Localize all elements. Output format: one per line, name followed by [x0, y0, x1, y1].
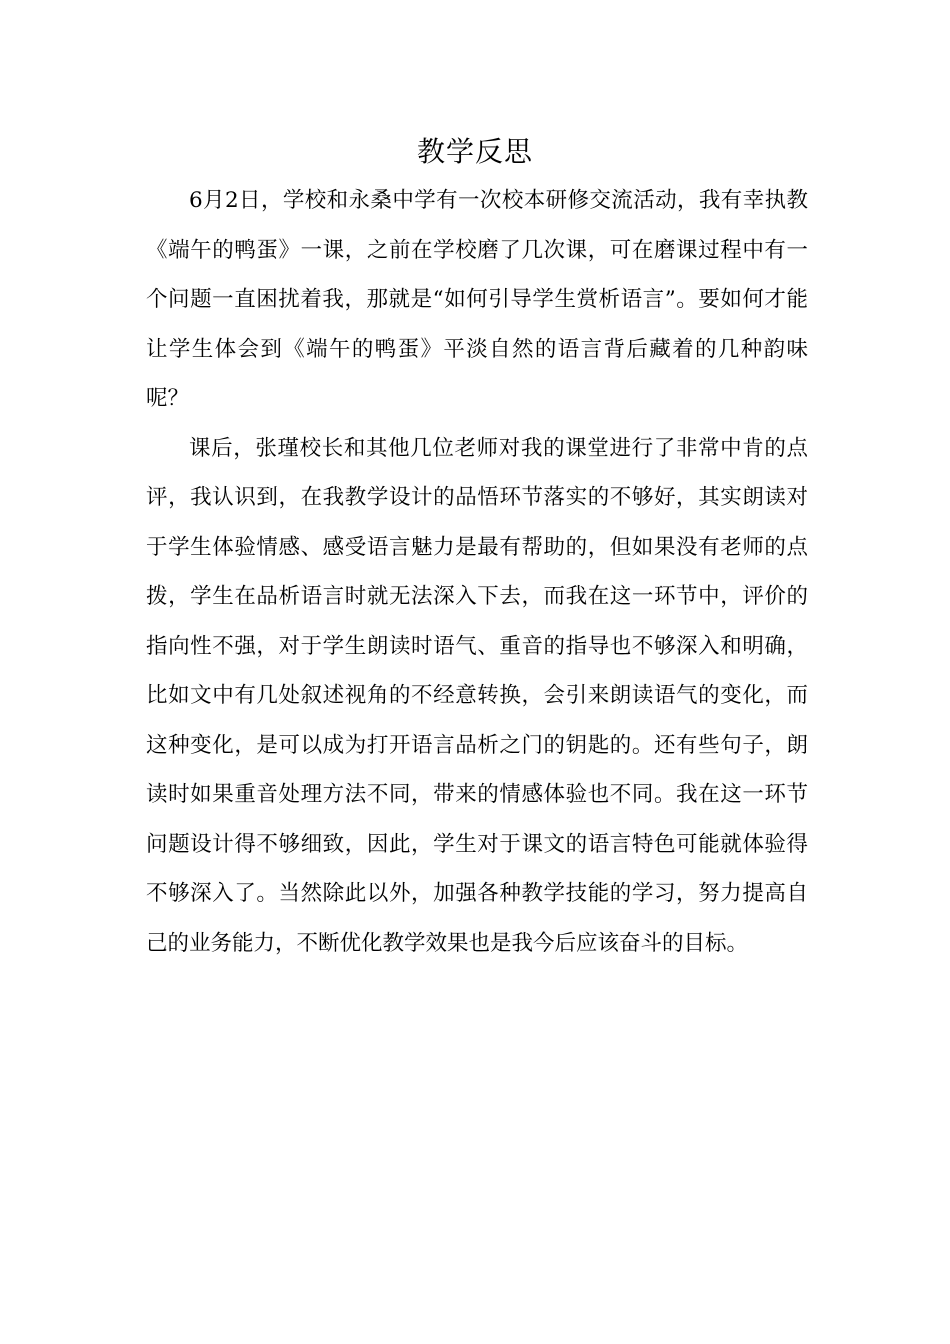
paragraph-2: 课后，张瑾校长和其他几位老师对我的课堂进行了非常中肯的点评，我认识到，在我教学设计的品悟环节落实的不够好，其实朗读对于学生体验情感、感受语言魅力是最有帮助的，但如果没有老师的点拨，学生在品析语言时就无法深入下去，而我在这一环节中，评价的指向性不强，对于学生朗读时语气、重音的指导也不够深入和明确，比如文中有几处叙述视角的不经意转换，会引来朗读语气的变化，而这种变化，是可以成为打开语言品析之门的钥匙的。还有些句子，朗读时如果重音处理方法不同，带来的情感体验也不同。我在这一环节问题设计得不够细致，因此，学生对于课文的语言特色可能就体验得不够深入了。当然除此以外，加强各种教学技能的学习，努力提高自己的业务能力，不断优化教学效果也是我今后应该奋斗的目标。: [146, 435, 808, 956]
page-title: 教学反思: [416, 135, 533, 168]
paragraph-1: 6月2日，学校和永桑中学有一次校本研修交流活动，我有幸执教《端午的鸭蛋》一课，之前在学校磨了几次课，可在磨课过程中有一个问题一直困扰着我，那就是“如何引导学生赏析语言”。要如何才能让学生体会到《端午的鸭蛋》平淡自然的语言背后藏着的几种韵味呢？: [146, 188, 808, 411]
document-body: [146, 176, 808, 968]
